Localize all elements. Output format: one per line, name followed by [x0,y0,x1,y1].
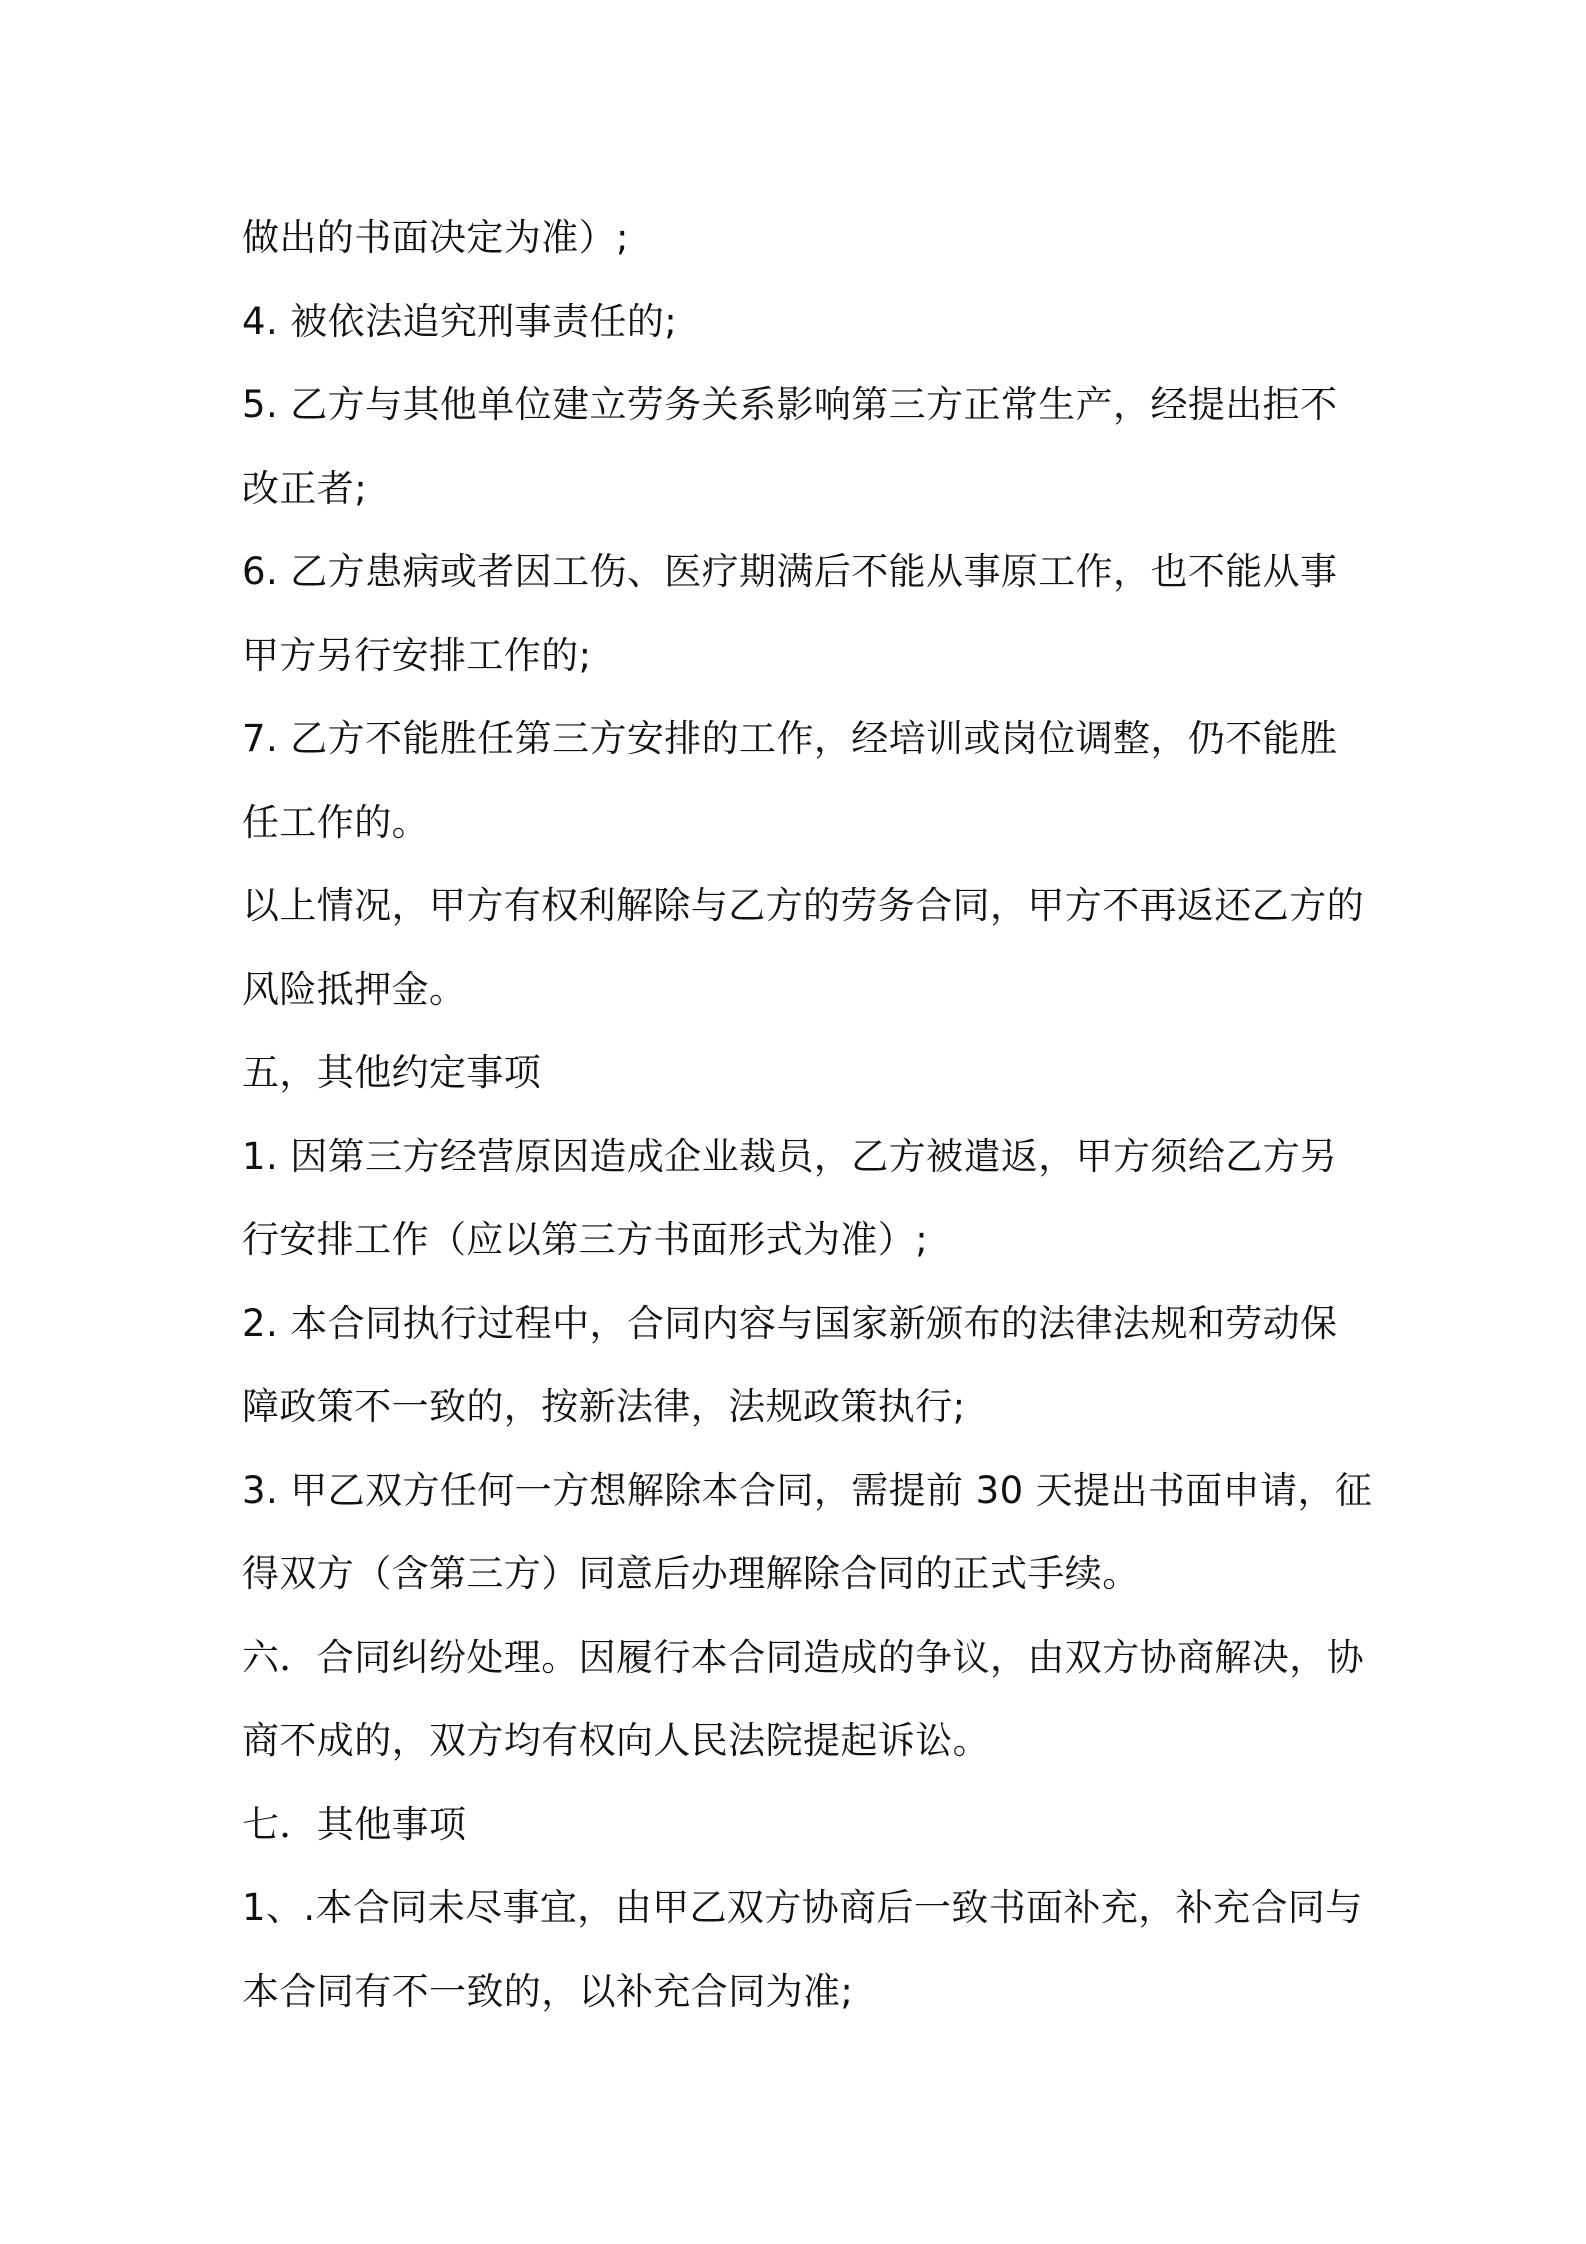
text-line: 6. 乙方患病或者因工伤、医疗期满后不能从事原工作，也不能从事 [242,550,1338,593]
text-line: 任工作的。 [242,800,429,844]
text-line: 以上情况，甲方有权利解除与乙方的劳务合同，甲方不再返还乙方的 [242,884,1364,927]
text-line: 4. 被依法追究刑事责任的; [242,299,678,343]
text-line: 本合同有不一致的，以补充合同为准; [242,1969,854,2013]
text-line: 1. 因第三方经营原因造成企业裁员，乙方被遣返，甲方须给乙方另 [242,1134,1338,1178]
text-line: 3. 甲乙双方任何一方想解除本合同，需提前 30 天提出书面申请，征 [242,1468,1373,1512]
text-line: 商不成的，双方均有权向人民法院提起诉讼。 [242,1719,990,1762]
section-heading: 六．合同纠纷处理。因履行本合同造成的争议，由双方协商解决，协 [242,1635,1364,1679]
section-heading: 七．其他事项 [242,1802,467,1846]
text-line: 1、.本合同未尽事宜，由甲乙双方协商后一致书面补充，补充合同与 [242,1886,1363,1929]
text-line: 7. 乙方不能胜任第三方安排的工作，经培训或岗位调整，仍不能胜 [242,717,1338,760]
text-line: 做出的书面决定为准）; [242,216,629,259]
text-line: 改正者; [242,466,368,510]
text-line: 2. 本合同执行过程中，合同内容与国家新颁布的法律法规和劳动保 [242,1301,1338,1345]
text-line: 风险抵押金。 [242,967,467,1011]
text-line: 障政策不一致的，按新法律，法规政策执行; [242,1385,966,1428]
text-line: 行安排工作（应以第三方书面形式为准）; [242,1218,929,1261]
section-heading: 五，其他约定事项 [242,1051,542,1094]
text-line: 甲方另行安排工作的; [242,633,592,677]
text-line: 得双方（含第三方）同意后办理解除合同的正式手续。 [242,1552,1140,1595]
document-body [242,196,1373,2033]
text-line: 5. 乙方与其他单位建立劳务关系影响第三方正常生产，经提出拒不 [242,383,1338,426]
